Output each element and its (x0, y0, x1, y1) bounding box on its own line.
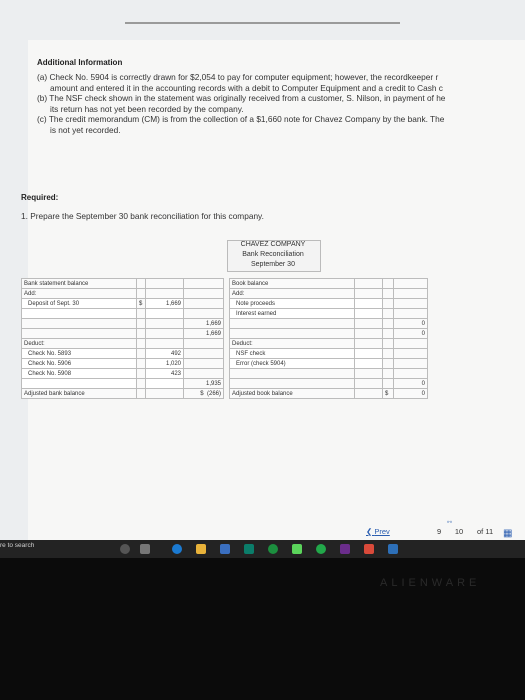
table-row (22, 389, 428, 399)
adjusted-book-balance-label: Adjusted book balance (230, 389, 355, 399)
app-icon[interactable] (244, 544, 254, 554)
error-amount-input[interactable] (355, 359, 383, 369)
table-row (22, 359, 428, 369)
store-icon[interactable] (220, 544, 230, 554)
book-subtotal-zero-1: 0 (394, 319, 428, 329)
table-row (22, 289, 428, 299)
deposit-label-input[interactable]: Deposit of Sept. 30 (22, 299, 137, 309)
info-line-a-cont: amount and entered it in the accounting records with a debit to Computer Equipment and a credit to Cash c (50, 82, 443, 93)
adjusted-book-balance-value: 0 (394, 389, 428, 399)
dollar-sign: $ (137, 299, 146, 309)
bank-deduct-total: 1,935 (184, 379, 224, 389)
add-label-left: Add: (22, 289, 137, 299)
spotify-icon[interactable] (316, 544, 326, 554)
additional-info-heading: Additional Information (37, 58, 123, 67)
bank-deduct-amount-input-4[interactable] (146, 379, 184, 389)
app-icon[interactable] (364, 544, 374, 554)
bank-subtotal-2: 1,669 (184, 329, 224, 339)
bank-statement-balance-label: Bank statement balance (22, 279, 137, 289)
book-subtotal-zero-2: 0 (394, 329, 428, 339)
deduct-label-right: Deduct: (230, 339, 355, 349)
info-line-c-cont: is not yet recorded. (50, 124, 121, 135)
taskbar-search[interactable]: re to search (0, 542, 35, 549)
bank-subtotal-1: 1,669 (184, 319, 224, 329)
file-explorer-icon[interactable] (196, 544, 206, 554)
check-5893-input[interactable]: Check No. 5893 (22, 349, 137, 359)
info-line-b: (b) The NSF check shown in the statement was originally received from a customer, S. Nilson, in payment of he (37, 93, 446, 104)
bank-reconciliation-table (21, 278, 428, 399)
check-5908-input[interactable]: Check No. 5908 (22, 369, 137, 379)
prev-label: Prev (374, 527, 390, 536)
note-proceeds-input[interactable]: Note proceeds (230, 299, 355, 309)
page-count: of 11 (477, 527, 494, 536)
add-label-right: Add: (230, 289, 355, 299)
check-5906-amount-input[interactable]: 1,020 (146, 359, 184, 369)
required-item-1: 1. Prepare the September 30 bank reconciliation for this company. (21, 211, 264, 221)
edge-icon[interactable] (172, 544, 182, 554)
info-line-a: (a) Check No. 5904 is correctly drawn for $2,054 to pay for computer equipment; however, the recordkeeper r (37, 72, 439, 82)
note-proceeds-amount-input[interactable] (355, 299, 383, 309)
recon-title: Bank Reconciliation (242, 251, 304, 258)
adjusted-bank-amount: (266) (206, 390, 221, 397)
company-name: CHAVEZ COMPANY (240, 241, 306, 248)
app-icon[interactable] (388, 544, 398, 554)
additional-info-text (37, 72, 525, 136)
grid-icon[interactable]: ▦ (503, 528, 513, 539)
interest-earned-input[interactable]: Interest earned (230, 309, 355, 319)
table-row (22, 279, 428, 289)
bank-deduct-input-4[interactable] (22, 379, 137, 389)
table-row (22, 299, 428, 309)
book-deduct-total-zero: 0 (394, 379, 428, 389)
dollar-sign: $ (383, 389, 394, 399)
bank-add-input-2[interactable] (22, 309, 137, 319)
top-divider (125, 22, 400, 24)
table-row (22, 339, 428, 349)
deposit-amount-input[interactable]: 1,669 (146, 299, 184, 309)
bank-add-amount-input-2[interactable] (146, 309, 184, 319)
table-row (22, 319, 428, 329)
nsf-amount-input[interactable] (355, 349, 383, 359)
taskbar (0, 540, 525, 558)
nsf-check-input[interactable]: NSF check (230, 349, 355, 359)
task-view-icon[interactable] (140, 544, 150, 554)
interest-amount-input[interactable] (355, 309, 383, 319)
monitor-brand-logo: ALIENWARE (380, 577, 481, 589)
recon-date: September 30 (251, 261, 295, 268)
prev-button[interactable]: ❮ Prev (366, 527, 390, 536)
table-row (22, 329, 428, 339)
page-9-button[interactable]: 9 (437, 527, 442, 536)
table-row (22, 379, 428, 389)
table-row (22, 349, 428, 359)
chrome-icon[interactable] (268, 544, 278, 554)
check-5908-amount-input[interactable]: 423 (146, 369, 184, 379)
cortana-icon[interactable] (120, 544, 130, 554)
info-line-b-cont: its return has not yet been recorded by the company. (50, 103, 244, 114)
link-icon: ⚯ (447, 520, 453, 526)
table-row (22, 309, 428, 319)
check-5893-amount-input[interactable]: 492 (146, 349, 184, 359)
info-line-c: (c) The credit memorandum (CM) is from the collection of a $1,660 note for Chavez Company by the bank. The (37, 114, 445, 125)
deduct-label-left: Deduct: (22, 339, 137, 349)
required-heading: Required: (21, 193, 59, 202)
adjusted-bank-balance-label: Adjusted bank balance (22, 389, 137, 399)
app-icon[interactable] (292, 544, 302, 554)
table-row (22, 369, 428, 379)
dollar-sign: $ (200, 390, 204, 397)
book-balance-label: Book balance (230, 279, 355, 289)
error-check-input[interactable]: Error (check 5904) (230, 359, 355, 369)
check-5906-input[interactable]: Check No. 5906 (22, 359, 137, 369)
app-icon[interactable] (340, 544, 350, 554)
page-10-button[interactable]: 10 (454, 527, 464, 536)
adjusted-bank-balance-value (184, 389, 224, 399)
